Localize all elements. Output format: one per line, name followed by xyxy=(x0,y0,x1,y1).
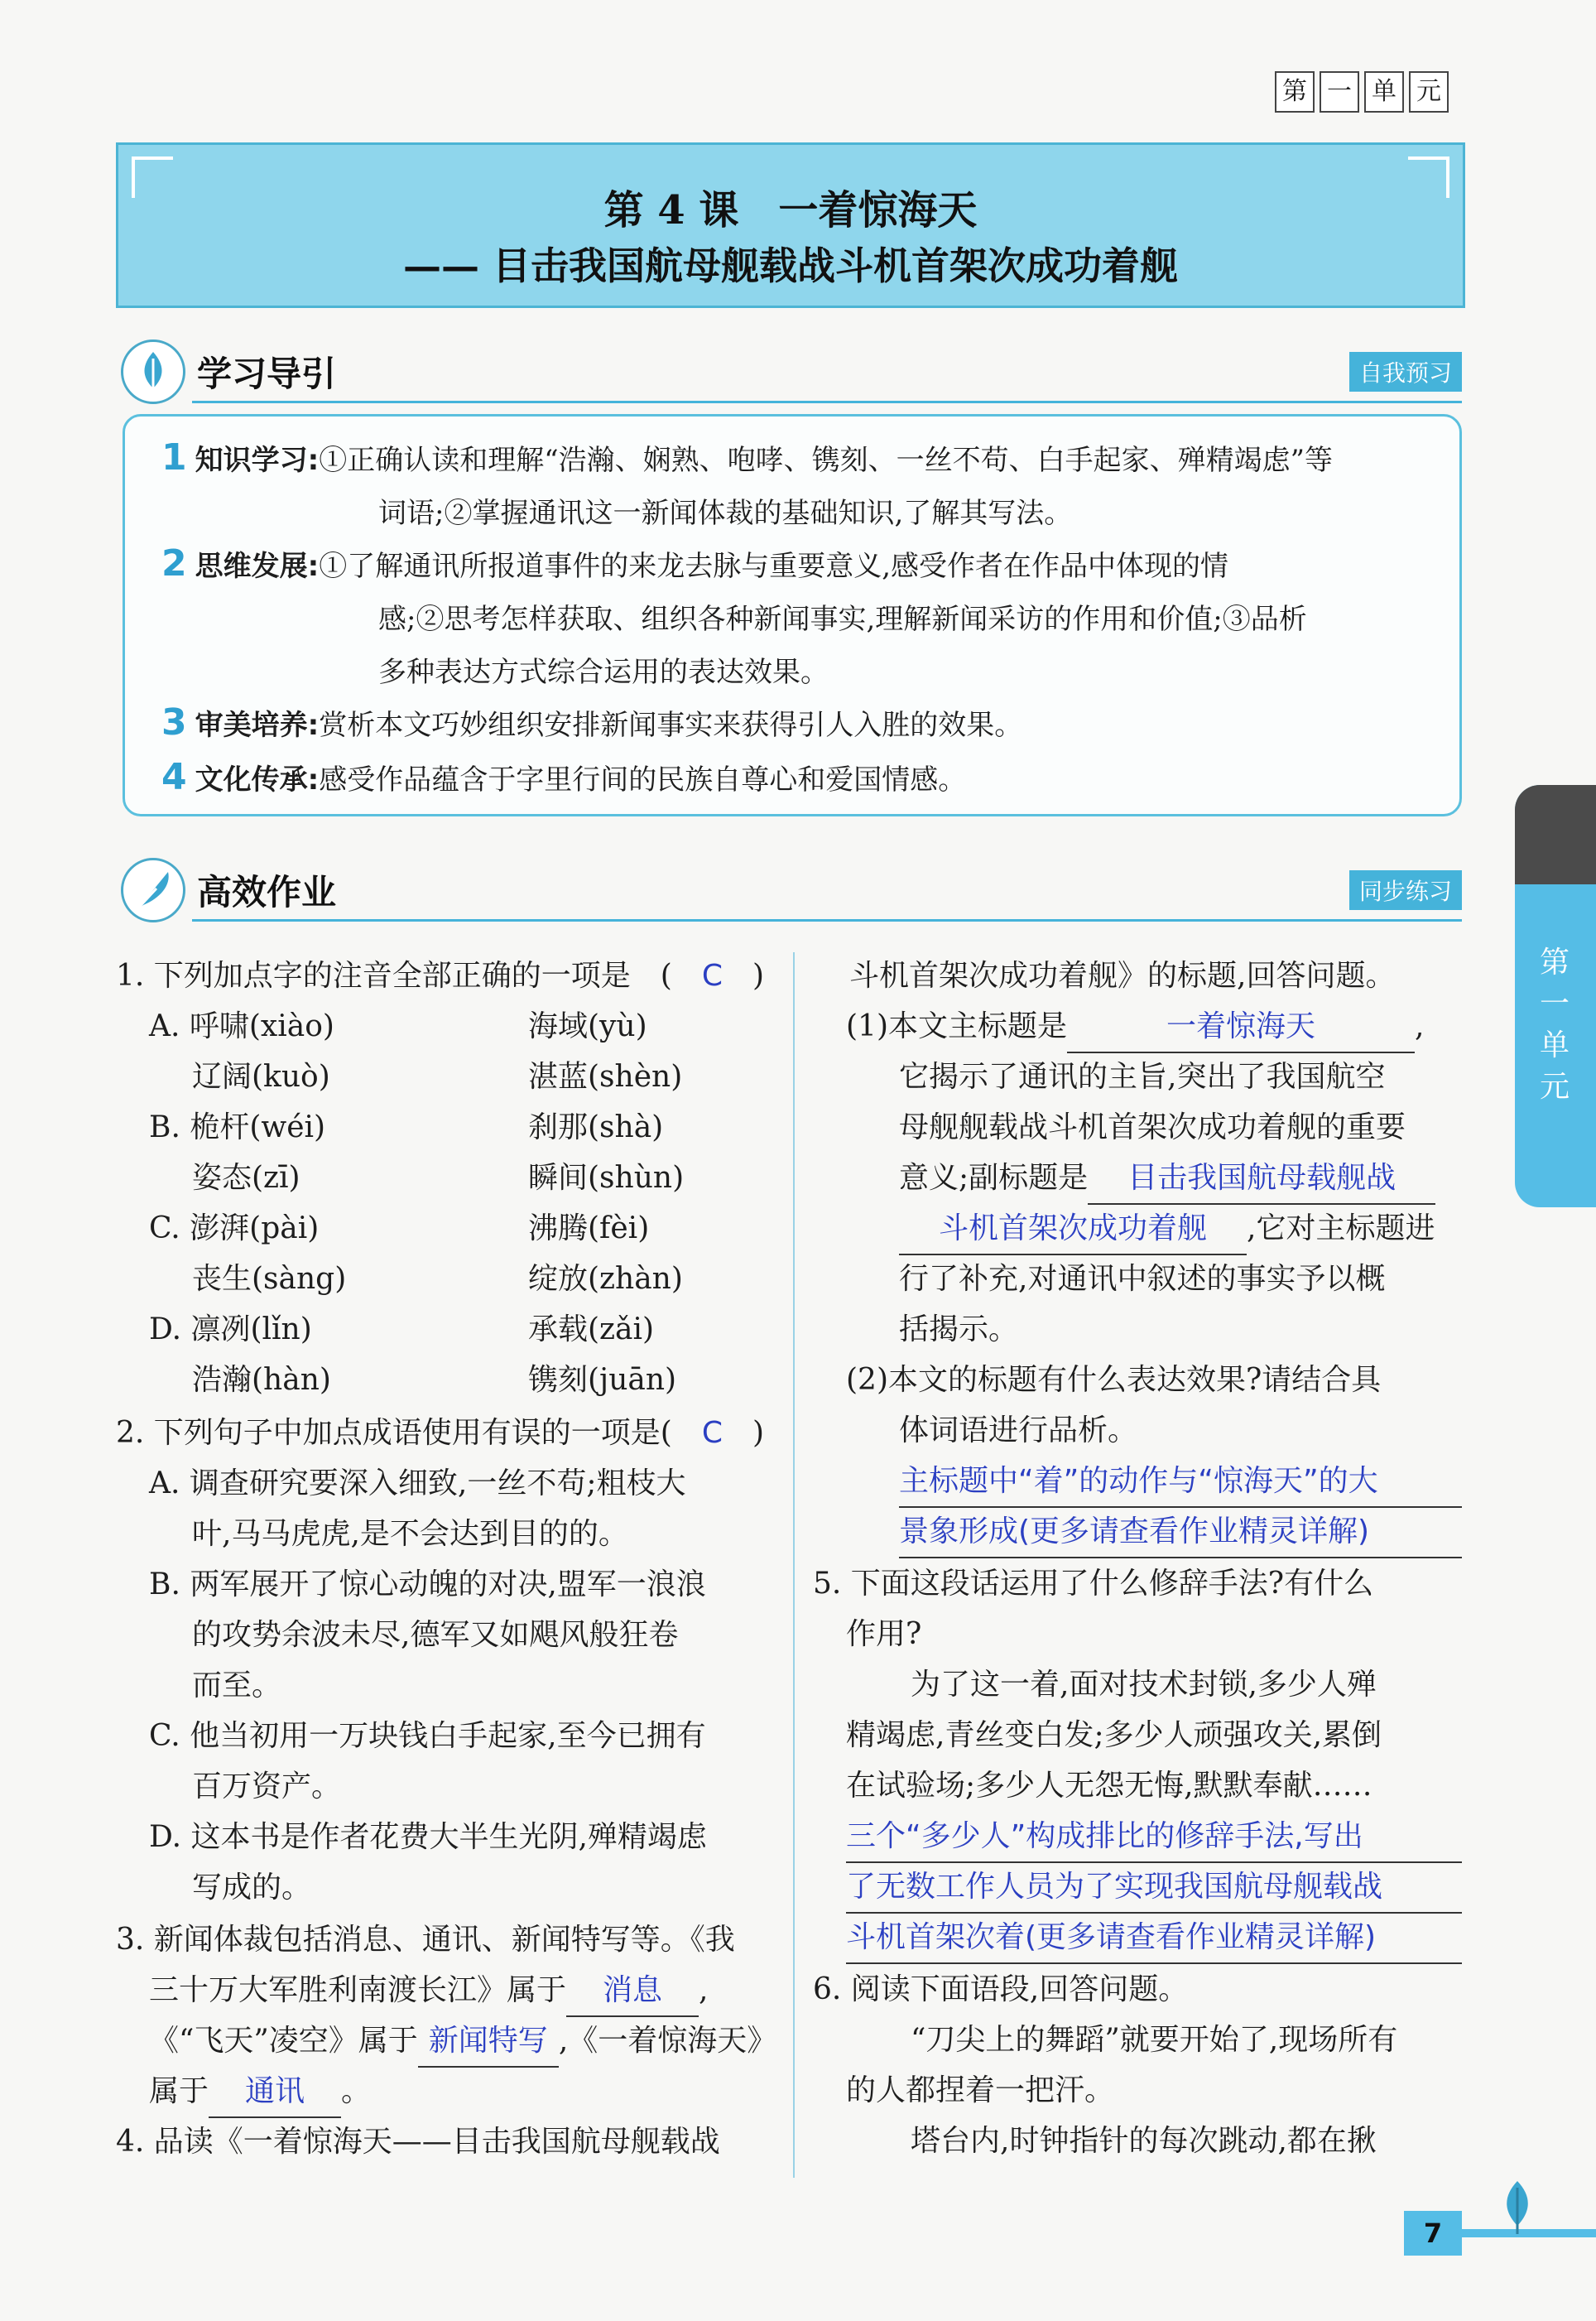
option: C. 他当初用一万块钱白手起家,至今已拥有 xyxy=(149,1719,706,1753)
option: 叶,马马虎虎,是不会达到目的的。 xyxy=(192,1517,628,1551)
option: D. 凛冽(lǐn) xyxy=(149,1312,312,1346)
answer-line: 景象形成(更多请查看作业精灵详解) xyxy=(899,1506,1462,1558)
option: 浩瀚(hàn) xyxy=(192,1363,331,1397)
item-text: ①了解通讯所报道事件的来龙去脉与重要意义,感受作者在作品中体现的情 xyxy=(319,550,1229,583)
answer-blank: 目击我国航母载舰战 xyxy=(1088,1153,1435,1205)
item-text: 多种表达方式综合运用的表达效果。 xyxy=(378,656,829,689)
lesson-title: 第 4 课 一着惊海天 xyxy=(603,187,978,234)
guide-header xyxy=(121,339,1462,403)
unit-char: 元 xyxy=(1409,71,1449,113)
option: B. 桅杆(wéi) xyxy=(149,1110,326,1144)
homework-header xyxy=(121,858,1462,922)
unit-label xyxy=(1275,71,1449,113)
self-preview-tag: 自我预习 xyxy=(1349,352,1462,392)
learning-guide-box xyxy=(123,414,1462,816)
option: 百万资产。 xyxy=(192,1770,342,1803)
question-text: 《“飞天”凌空》属于 xyxy=(149,2024,418,2058)
question-text: 意义;副标题是 xyxy=(899,1161,1089,1195)
unit-char: 单 xyxy=(1364,71,1404,113)
option: 沸腾(fèi) xyxy=(528,1211,650,1245)
column-divider xyxy=(793,952,795,2178)
option: 写成的。 xyxy=(192,1871,312,1904)
item-number: 3 xyxy=(161,701,187,744)
option: 辽阔(kuò) xyxy=(192,1060,330,1094)
option: D. 这本书是作者花费大半生光阴,殚精竭虑 xyxy=(149,1820,707,1854)
item-number: 2 xyxy=(161,542,187,585)
q3-line: 三十万大军胜利南渡长江》属于 消息 , xyxy=(149,1965,708,2017)
item-text: 感受作品蕴含于字里行间的民族自尊心和爱国情感。 xyxy=(319,763,967,797)
item-text: 感;②思考怎样获取、组织各种新闻事实,理解新闻采访的作用和价值;③品析 xyxy=(378,603,1307,636)
divider xyxy=(192,919,1462,922)
passage-text: “刀尖上的舞蹈”就要开始了,现场所有 xyxy=(911,2023,1398,2057)
item-label: 思维发展: xyxy=(195,550,320,583)
passage-text: 精竭虑,青丝变白发;多少人顽强攻关,累倒 xyxy=(846,1718,1382,1752)
unit-char: 第 xyxy=(1275,71,1315,113)
guide-item xyxy=(161,431,1436,540)
question-text: (1)本文主标题是 xyxy=(846,1009,1067,1043)
passage-text: 为了这一着,面对技术封锁,多少人殚 xyxy=(911,1668,1377,1702)
item-number: 4 xyxy=(161,756,187,798)
leaf-icon xyxy=(1497,2178,1538,2239)
q6-stem: 6. 阅读下面语段,回答问题。 xyxy=(813,1972,1189,2006)
question-text: ,《一着惊海天》 xyxy=(558,2024,777,2058)
page-number: 7 xyxy=(1404,2211,1462,2256)
answer-line: 斗机首架次着(更多请查看作业精灵详解) xyxy=(846,1912,1462,1964)
answer-text: C xyxy=(701,1416,723,1450)
answer-blank: 新闻特写 xyxy=(418,2015,559,2068)
quill-icon xyxy=(121,858,185,922)
option: 瞬间(shùn) xyxy=(528,1161,685,1195)
question-text: 斗机首架次成功着舰》的标题,回答问题。 xyxy=(849,959,1396,993)
leaf-icon xyxy=(121,339,185,404)
sync-practice-tag: 同步练习 xyxy=(1349,870,1462,910)
question-text: 行了补充,对通讯中叙述的事实予以概 xyxy=(899,1262,1386,1296)
item-label: 文化传承: xyxy=(195,763,320,797)
answer-line: 了无数工作人员为了实现我国航母舰载战 xyxy=(846,1861,1462,1914)
guide-heading: 学习导引 xyxy=(197,354,337,394)
q5-stem: 5. 下面这段话运用了什么修辞手法?有什么 xyxy=(813,1567,1374,1601)
answer-blank: 通讯 xyxy=(209,2066,341,2118)
answer-line: 主标题中“着”的动作与“惊海天”的大 xyxy=(899,1456,1462,1508)
item-text: ①正确认读和理解“浩瀚、娴熟、咆哮、镌刻、一丝不苟、白手起家、殚精竭虑”等 xyxy=(319,444,1333,477)
q4-stem: 4. 品读《一着惊海天——目击我国航母舰载战 xyxy=(116,2125,720,2159)
question-text: 2. 下列句子中加点成语使用有误的一项是( xyxy=(116,1416,672,1450)
answer-blank: 一着惊海天 xyxy=(1067,1001,1415,1053)
option: 丧生(sàng) xyxy=(192,1262,347,1296)
answer-blank: 消息 xyxy=(566,1965,699,2017)
option: B. 两军展开了惊心动魄的对决,盟军一浪浪 xyxy=(149,1567,706,1601)
q4-part1 xyxy=(899,1203,1435,1255)
option: C. 澎湃(pài) xyxy=(149,1211,320,1245)
question-text: 它揭示了通讯的主旨,突出了我国航空 xyxy=(899,1060,1386,1094)
question-text: 括揭示。 xyxy=(899,1312,1019,1346)
passage-text: 的人都捏着一把汗。 xyxy=(846,2073,1115,2107)
option: 承载(zǎi) xyxy=(528,1312,655,1346)
unit-side-tab xyxy=(1515,785,1596,1207)
item-text: 词语;②掌握通讯这一新闻体裁的基础知识,了解其写法。 xyxy=(378,497,1073,530)
lesson-subtitle: —— 目击我国航母舰载战斗机首架次成功着舰 xyxy=(402,243,1178,288)
option: 海域(yù) xyxy=(528,1009,647,1043)
q1-stem: 1. 下列加点字的注音全部正确的一项是 ( C ) xyxy=(116,959,765,993)
answer-text: C xyxy=(701,959,723,993)
question-text: (2)本文的标题有什么表达效果?请结合具 xyxy=(846,1363,1382,1397)
q4-part1 xyxy=(899,1153,1435,1205)
q3-stem: 3. 新闻体裁包括消息、通讯、新闻特写等。《我 xyxy=(116,1923,735,1957)
option: 刹那(shà) xyxy=(528,1110,664,1144)
option: A. 呼啸(xiào) xyxy=(149,1009,334,1043)
option: 而至。 xyxy=(192,1669,282,1702)
item-number: 1 xyxy=(161,436,187,479)
question-text: 三十万大军胜利南渡长江》属于 xyxy=(149,1973,567,2007)
answer-blank: 斗机首架次成功着舰 xyxy=(899,1203,1247,1255)
q2-stem: 2. 下列句子中加点成语使用有误的一项是( C ) xyxy=(116,1416,765,1450)
q3-line: 属于 通讯 。 xyxy=(149,2066,371,2118)
option: 湛蓝(shèn) xyxy=(528,1060,683,1094)
tab-top xyxy=(1515,785,1596,884)
answer-line: 三个“多少人”构成排比的修辞手法,写出 xyxy=(846,1811,1462,1863)
question-text: 1. 下列加点字的注音全部正确的一项是 xyxy=(116,959,631,993)
item-label: 知识学习: xyxy=(195,444,320,477)
option: 绽放(zhàn) xyxy=(528,1262,683,1296)
passage-text: 在试验场;多少人无怨无悔,默默奉献…… xyxy=(846,1769,1372,1803)
option: 姿态(zī) xyxy=(192,1161,300,1195)
guide-item xyxy=(161,537,1436,699)
question-text: 体词语进行品析。 xyxy=(899,1413,1138,1447)
item-label: 审美培养: xyxy=(195,709,320,742)
unit-char: 一 xyxy=(1320,71,1359,113)
question-text: 母舰舰载战斗机首架次成功着舰的重要 xyxy=(899,1110,1406,1144)
divider xyxy=(192,401,1462,403)
homework-heading: 高效作业 xyxy=(197,872,337,913)
side-tab-label: 第一单元 xyxy=(1539,946,1570,1104)
option: 镌刻(juān) xyxy=(528,1363,677,1397)
q5-stem: 作用? xyxy=(846,1617,922,1651)
option: A. 调查研究要深入细致,一丝不苟;粗枝大 xyxy=(149,1466,686,1500)
option: 的攻势余波未尽,德军又如飓风般狂卷 xyxy=(192,1618,679,1652)
q3-line xyxy=(149,2015,776,2068)
passage-text: 塔台内,时钟指针的每次跳动,都在揪 xyxy=(911,2124,1377,2158)
q4-part1: (1)本文主标题是 一着惊海天 , xyxy=(846,1001,1424,1053)
item-text: 赏析本文巧妙组织安排新闻事实来获得引人入胜的效果。 xyxy=(319,709,1023,742)
question-text: ,它对主标题进 xyxy=(1247,1211,1435,1245)
question-text: 属于 xyxy=(149,2074,209,2108)
lesson-title-banner xyxy=(116,142,1465,308)
guide-item xyxy=(161,751,1436,807)
guide-item xyxy=(161,696,1436,752)
